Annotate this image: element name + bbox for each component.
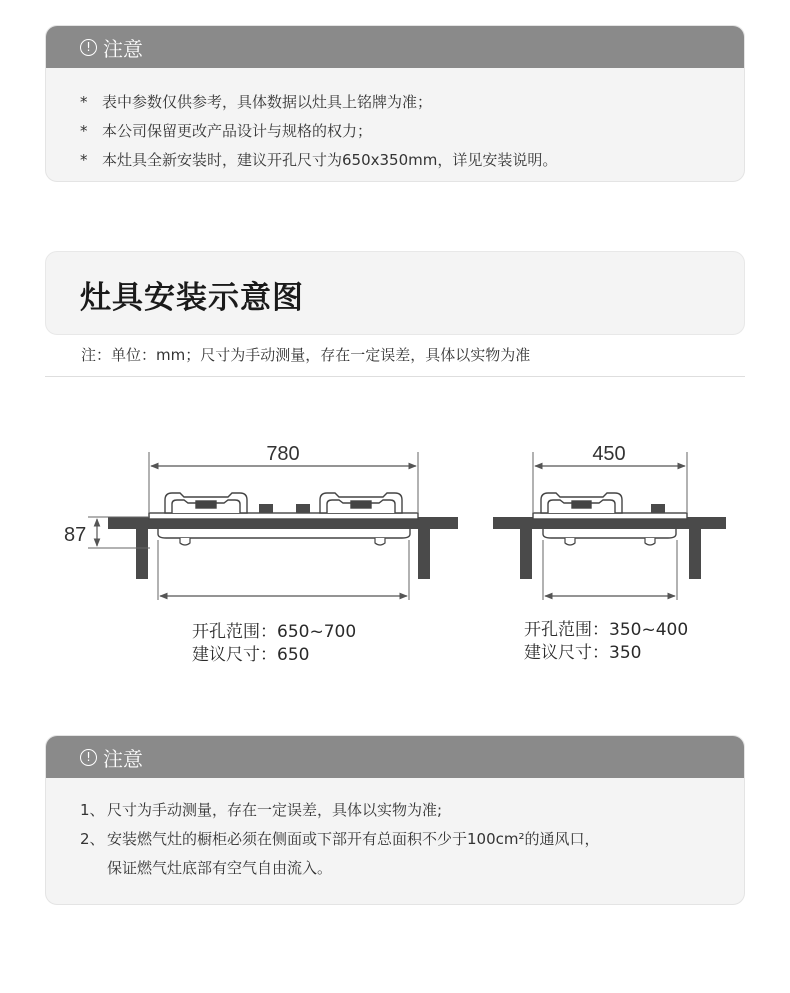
side-caption-range: 开孔范围：350~400 xyxy=(524,620,689,640)
front-width-label: 780 xyxy=(266,443,300,465)
front-caption-suggest: 建议尺寸：650 xyxy=(192,645,310,665)
cooktop-foot xyxy=(375,538,385,545)
cooktop-panel xyxy=(149,513,418,519)
front-caption-range: 开孔范围：650~700 xyxy=(192,622,357,642)
knob xyxy=(259,504,273,513)
list-marker: 2、 xyxy=(80,830,105,848)
notice-text: 安装燃气灶的橱柜必须在侧面或下部开有总面积不少于100cm²的通风口， xyxy=(107,830,600,848)
notice-text: 尺寸为手动测量，存在一定误差，具体以实物为准; xyxy=(107,801,443,819)
divider xyxy=(45,376,745,377)
notice-card-top xyxy=(45,25,745,182)
installation-diagram xyxy=(0,400,790,600)
cabinet-leg xyxy=(520,529,532,579)
cooktop-body xyxy=(543,529,676,538)
notice-title: 注意 xyxy=(103,36,143,61)
side-width-label: 450 xyxy=(592,443,626,465)
list-item xyxy=(80,88,744,117)
front-height-label: 87 xyxy=(64,524,87,546)
burner-right xyxy=(320,493,402,513)
exclamation-circle-icon: ! xyxy=(80,39,97,56)
notice-title: 注意 xyxy=(103,746,143,771)
notice-text: 本灶具全新安装时，建议开孔尺寸为650x350mm，详见安装说明。 xyxy=(102,151,558,169)
cooktop-foot xyxy=(565,538,575,545)
section-title-card xyxy=(45,251,745,335)
burner-left xyxy=(165,493,247,513)
bullet-mark: * xyxy=(80,93,88,111)
cooktop-panel xyxy=(533,513,687,519)
notice-header xyxy=(46,26,744,68)
list-item xyxy=(80,117,744,146)
section-title: 灶具安装示意图 xyxy=(80,280,304,316)
list-item xyxy=(80,825,744,854)
list-item xyxy=(80,796,744,825)
side-caption xyxy=(524,619,688,665)
knob xyxy=(296,504,310,513)
cooktop-body xyxy=(158,529,410,538)
list-marker: 1、 xyxy=(80,801,105,819)
notice-header xyxy=(46,736,744,778)
notice-text-continuation: 保证燃气灶底部有空气自由流入。 xyxy=(107,859,333,877)
cabinet-leg xyxy=(689,529,701,579)
unit-note: 注：单位：mm；尺寸为手动测量，存在一定误差，具体以实物为准 xyxy=(81,346,531,364)
notice-list xyxy=(46,68,744,175)
side-caption-suggest: 建议尺寸：350 xyxy=(524,643,642,663)
exclamation-circle-icon: ! xyxy=(80,749,97,766)
notice-text: 表中参数仅供参考，具体数据以灶具上铭牌为准； xyxy=(102,93,433,111)
bullet-mark: * xyxy=(80,151,88,169)
cabinet-leg xyxy=(136,529,148,579)
side-view xyxy=(493,443,726,600)
front-view xyxy=(64,443,458,600)
bullet-mark: * xyxy=(80,122,88,140)
front-caption xyxy=(192,621,356,667)
notice-card-bottom xyxy=(45,735,745,905)
burner-side xyxy=(541,493,622,513)
notice-list xyxy=(46,778,744,883)
list-item xyxy=(80,146,744,175)
cooktop-foot xyxy=(180,538,190,545)
cooktop-foot xyxy=(645,538,655,545)
notice-text: 本公司保留更改产品设计与规格的权力； xyxy=(102,122,373,140)
knob xyxy=(651,504,665,513)
cabinet-leg xyxy=(418,529,430,579)
